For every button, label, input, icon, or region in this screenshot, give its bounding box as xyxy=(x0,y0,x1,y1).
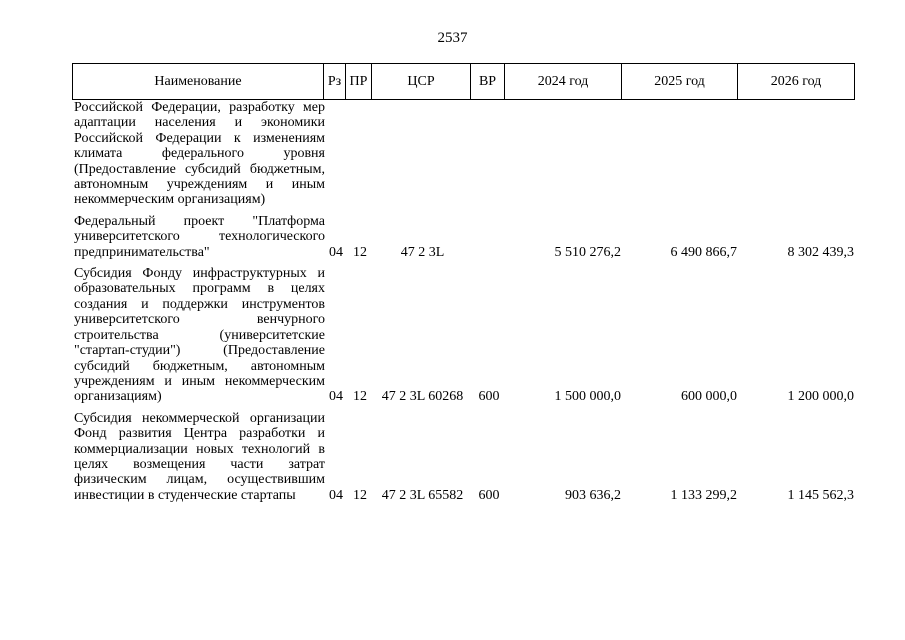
table-header xyxy=(72,63,855,100)
row-name: Российской Федерации, разработку мер адаптации населения и экономики Российской Федерации к изменениям климата федерального уровня (Предоставление субсидий бюджетным, автономным учреждениям и иным некоммерческим организациям) xyxy=(74,100,325,208)
row-csr: 47 2 3L 65582 xyxy=(381,487,464,503)
row-rz: 04 xyxy=(329,389,343,405)
table-row xyxy=(72,214,854,260)
column-header-2026: 2026 год xyxy=(738,64,855,100)
row-amount-2024: 1 500 000,0 xyxy=(554,389,621,405)
row-name: Субсидия Фонду инфраструктурных и образовательных программ в целях создания и поддержки инструментов университетского венчурного строительства (университетские "стартап-студии") (Предоставление субсидий бюджетным, автономным учреждениям и иным некоммерческим организациям) xyxy=(74,266,325,405)
row-name: Федеральный проект "Платформа университетского технологического предпринимательства" xyxy=(74,213,325,260)
table-row xyxy=(72,411,854,503)
row-pr: 12 xyxy=(353,244,367,260)
row-amount-2025: 1 133 299,2 xyxy=(670,487,737,503)
column-header-vr: ВР xyxy=(471,64,505,100)
row-amount-2024: 5 510 276,2 xyxy=(554,244,621,260)
row-pr: 12 xyxy=(353,487,367,503)
row-vr: 600 xyxy=(478,389,500,405)
page-number: 2537 xyxy=(437,30,468,46)
row-name: Субсидия некоммерческой организации Фонд развития Центра разработки и коммерциализации новых технологий в целях возмещения части затрат физическим лицам, осуществившим инвестиции в студенческие стартапы xyxy=(74,410,325,503)
table-row xyxy=(72,266,854,405)
row-amount-2026: 1 145 562,3 xyxy=(787,487,854,503)
row-rz: 04 xyxy=(329,244,343,260)
row-rz: 04 xyxy=(329,487,343,503)
budget-table-body xyxy=(72,100,854,509)
row-vr: 600 xyxy=(478,487,500,503)
column-header-csr: ЦСР xyxy=(372,64,471,100)
column-header-rz: Рз xyxy=(324,64,346,100)
row-amount-2026: 8 302 439,3 xyxy=(787,244,854,260)
row-amount-2025: 6 490 866,7 xyxy=(670,244,737,260)
column-header-2024: 2024 год xyxy=(505,64,622,100)
row-amount-2024: 903 636,2 xyxy=(565,487,621,503)
table-row xyxy=(72,100,854,208)
row-csr: 47 2 3L xyxy=(400,244,445,260)
column-header-2025: 2025 год xyxy=(622,64,738,100)
row-amount-2025: 600 000,0 xyxy=(681,389,737,405)
row-pr: 12 xyxy=(353,389,367,405)
row-amount-2026: 1 200 000,0 xyxy=(787,389,854,405)
row-csr: 47 2 3L 60268 xyxy=(381,389,464,405)
column-header-pr: ПР xyxy=(346,64,372,100)
column-header-name: Наименование xyxy=(73,64,324,100)
